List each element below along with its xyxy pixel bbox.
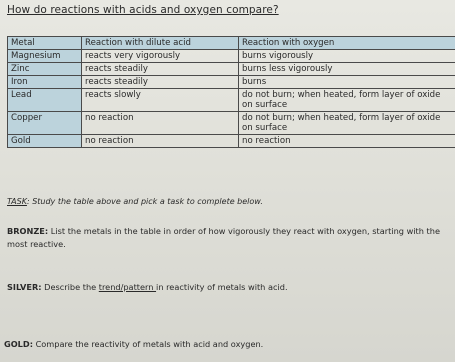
task-instruction [7,197,263,206]
silver-text-before: Describe the [41,282,99,292]
metal-cell: Copper [8,112,82,135]
silver-underlined-text: trend/pattern [98,282,157,292]
table-row [8,76,455,89]
metal-cell: Iron [8,76,82,89]
table-row [8,89,455,112]
table-row [8,112,455,135]
oxygen-cell: burns vigorously [239,50,455,63]
acid-cell: reacts slowly [82,89,239,112]
gold-task [4,339,263,349]
page-title: How do reactions with acids and oxygen compare? [7,4,279,16]
column-header-acid: Reaction with dilute acid [82,37,239,50]
table-header-row [8,37,455,50]
acid-cell: reacts steadily [82,76,239,89]
silver-label: SILVER: [7,282,42,292]
oxygen-cell: do not burn; when heated, form layer of oxide on surface [239,89,455,112]
metal-cell: Lead [8,89,82,112]
oxygen-cell: no reaction [239,135,455,148]
gold-label: GOLD: [4,339,33,349]
table-row [8,50,455,63]
silver-text-after: in reactivity of metals with acid. [156,282,288,292]
silver-task [7,282,288,292]
task-label: TASK [7,197,27,206]
acid-cell: reacts steadily [82,63,239,76]
table-row [8,135,455,148]
bronze-text: List the metals in the table in order of how vigorously they react with oxygen, starting with the most reactive. [7,226,440,249]
acid-cell: reacts very vigorously [82,50,239,63]
column-header-metal: Metal [8,37,82,50]
metal-cell: Zinc [8,63,82,76]
bronze-task [7,225,447,251]
oxygen-cell: burns less vigorously [239,63,455,76]
acid-cell: no reaction [82,135,239,148]
task-text: : Study the table above and pick a task to complete below. [26,197,263,206]
column-header-oxygen: Reaction with oxygen [239,37,455,50]
reactions-table [7,36,455,148]
oxygen-cell: burns [239,76,455,89]
gold-text: Compare the reactivity of metals with acid and oxygen. [32,339,264,349]
oxygen-cell: do not burn; when heated, form layer of oxide on surface [239,112,455,135]
metal-cell: Gold [8,135,82,148]
table-row [8,63,455,76]
metal-cell: Magnesium [8,50,82,63]
bronze-label: BRONZE: [7,226,49,236]
acid-cell: no reaction [82,112,239,135]
